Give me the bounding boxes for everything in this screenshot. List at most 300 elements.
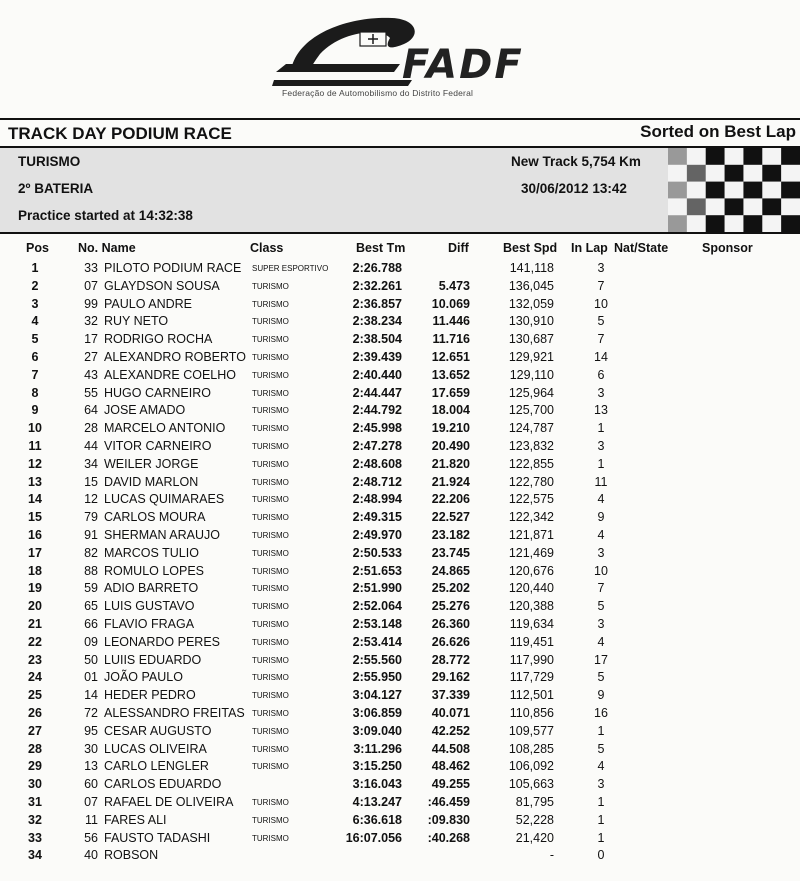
table-row (0, 812, 800, 830)
col-nat-state: Nat/State (614, 241, 669, 255)
table-row (0, 349, 800, 367)
diff-cell: 42.252 (431, 723, 470, 738)
best-speed-cell: 129,110 (509, 367, 554, 382)
table-row (0, 652, 800, 670)
driver-name-cell: ALEXANDRO ROBERTO (104, 349, 246, 364)
car-number-cell: 99 (84, 296, 98, 311)
pos-cell: 8 (31, 385, 39, 400)
car-number-cell: 91 (84, 527, 98, 542)
class-cell: TURISMO (252, 584, 289, 594)
car-number-cell: 88 (84, 563, 98, 578)
diff-cell: 37.339 (431, 688, 470, 703)
class-cell: TURISMO (252, 655, 289, 665)
class-cell: TURISMO (252, 566, 289, 576)
driver-name-cell: RAFAEL DE OLIVEIRA (104, 794, 234, 809)
class-cell: TURISMO (252, 762, 289, 772)
best-time-cell: 2:26.788 (352, 261, 402, 275)
in-lap-cell: 7 (597, 581, 605, 596)
best-speed-cell: 52,228 (515, 812, 554, 827)
class-cell: TURISMO (252, 317, 289, 327)
car-number-cell: 33 (84, 261, 98, 275)
table-row (0, 260, 800, 278)
diff-cell: :46.459 (427, 794, 470, 809)
class-cell: TURISMO (252, 797, 289, 807)
in-lap-cell: 1 (597, 723, 605, 738)
best-time-cell: 2:50.533 (352, 545, 402, 560)
table-row (0, 527, 800, 545)
best-time-cell: 2:51.653 (352, 563, 402, 578)
pos-cell: 28 (28, 741, 42, 756)
table-row (0, 830, 800, 848)
pos-cell: 21 (28, 616, 42, 631)
table-row (0, 278, 800, 296)
table-row (0, 563, 800, 581)
table-row (0, 723, 800, 741)
class-cell: TURISMO (252, 602, 289, 612)
diff-cell: 26.360 (431, 616, 470, 631)
best-time-cell: 2:51.990 (352, 581, 402, 596)
best-time-cell: 2:53.148 (352, 616, 402, 631)
car-number-cell: 13 (84, 759, 98, 774)
diff-cell: 25.202 (431, 581, 470, 596)
best-speed-cell: 105,663 (508, 777, 554, 792)
diff-cell: 25.276 (431, 599, 470, 614)
pos-cell: 24 (28, 670, 42, 685)
table-row (0, 634, 800, 652)
best-speed-cell: 119,634 (509, 616, 554, 631)
driver-name-cell: VITOR CARNEIRO (104, 438, 212, 453)
driver-name-cell: DAVID MARLON (104, 474, 199, 489)
pos-cell: 27 (28, 723, 42, 738)
pos-cell: 14 (28, 492, 42, 507)
in-lap-cell: 3 (597, 385, 605, 400)
driver-name-cell: CARLO LENGLER (104, 759, 209, 774)
in-lap-cell: 4 (597, 492, 605, 507)
table-row (0, 509, 800, 527)
pos-cell: 3 (31, 296, 39, 311)
driver-name-cell: RODRIGO ROCHA (104, 332, 213, 347)
diff-cell: :09.830 (427, 812, 470, 827)
checkered-flag (668, 148, 800, 232)
car-number-cell: 66 (84, 616, 98, 631)
best-speed-cell: 120,676 (508, 563, 554, 578)
driver-name-cell: WEILER JORGE (104, 456, 199, 471)
class-cell: TURISMO (252, 708, 289, 718)
car-number-cell: 79 (84, 510, 98, 525)
in-lap-cell: 7 (597, 332, 605, 347)
car-number-cell: 55 (84, 385, 98, 400)
pos-cell: 13 (28, 474, 42, 489)
top-rule (0, 118, 800, 120)
driver-name-cell: CESAR AUGUSTO (104, 723, 212, 738)
diff-cell: 48.462 (431, 759, 470, 774)
driver-name-cell: CARLOS MOURA (104, 510, 206, 525)
in-lap-cell: 10 (594, 563, 608, 578)
table-row (0, 385, 800, 403)
best-time-cell: 2:38.504 (352, 332, 402, 347)
best-speed-cell: 129,921 (508, 349, 554, 364)
best-time-cell: 2:48.608 (352, 456, 402, 471)
best-speed-cell: 122,780 (508, 474, 554, 489)
pos-cell: 34 (28, 848, 42, 863)
driver-name-cell: FARES ALI (104, 812, 167, 827)
pos-cell: 18 (28, 563, 42, 578)
table-row (0, 474, 800, 492)
best-time-cell: 2:32.261 (352, 278, 402, 293)
pos-cell: 20 (28, 599, 42, 614)
class-cell: TURISMO (252, 352, 289, 362)
table-row (0, 331, 800, 349)
pos-cell: 16 (28, 527, 42, 542)
best-speed-cell: 112,501 (509, 688, 554, 703)
class-cell: TURISMO (252, 477, 289, 487)
best-time-cell: 2:38.234 (352, 314, 402, 329)
diff-cell: 23.182 (431, 527, 470, 542)
best-speed-cell: 120,440 (508, 581, 554, 596)
pos-cell: 29 (28, 759, 42, 774)
best-speed-cell: 122,575 (508, 492, 554, 507)
table-row (0, 758, 800, 776)
car-number-cell: 50 (84, 652, 98, 667)
practice-start-label: Practice started at 14:32:38 (18, 208, 193, 223)
diff-cell: 12.651 (431, 349, 470, 364)
in-lap-cell: 1 (597, 421, 605, 436)
in-lap-cell: 11 (594, 474, 608, 489)
driver-name-cell: PILOTO PODIUM RACE (104, 261, 242, 275)
car-number-cell: 28 (84, 421, 98, 436)
diff-cell: 26.626 (431, 634, 470, 649)
diff-cell: 49.255 (431, 777, 470, 792)
driver-name-cell: MARCOS TULIO (104, 545, 199, 560)
car-number-cell: 11 (85, 812, 98, 827)
class-cell: TURISMO (252, 495, 289, 505)
diff-cell: 28.772 (431, 652, 470, 667)
class-cell: TURISMO (252, 370, 289, 380)
car-number-cell: 34 (84, 456, 98, 471)
class-cell: TURISMO (252, 744, 289, 754)
diff-cell: :40.268 (427, 830, 470, 845)
col-in-lap: In Lap (571, 241, 608, 255)
pos-cell: 9 (31, 403, 39, 418)
driver-name-cell: ADIO BARRETO (104, 581, 199, 596)
best-time-cell: 2:39.439 (352, 349, 402, 364)
col-no-name: No. Name (78, 241, 136, 255)
class-cell: TURISMO (252, 281, 289, 291)
best-speed-cell: 124,787 (508, 421, 554, 436)
best-speed-cell: 110,856 (509, 705, 554, 720)
driver-name-cell: ALEXANDRE COELHO (104, 367, 236, 382)
best-speed-cell: 21,420 (515, 830, 554, 845)
pos-cell: 22 (28, 634, 42, 649)
driver-name-cell: JOSE AMADO (104, 403, 186, 418)
in-lap-cell: 1 (597, 812, 605, 827)
pos-cell: 23 (28, 652, 42, 667)
class-cell: TURISMO (252, 726, 289, 736)
results-table (0, 260, 800, 865)
in-lap-cell: 5 (597, 741, 605, 756)
in-lap-cell: 3 (597, 777, 605, 792)
col-best-tm: Best Tm (356, 241, 406, 255)
car-number-cell: 15 (84, 474, 98, 489)
driver-name-cell: ROBSON (104, 848, 159, 863)
logo-subtitle: Federação de Automobilismo do Distrito Federal (282, 88, 474, 98)
pos-cell: 32 (28, 812, 42, 827)
best-time-cell: 2:49.315 (352, 510, 402, 525)
best-speed-cell: 108,285 (508, 741, 554, 756)
diff-cell: 22.206 (431, 492, 470, 507)
driver-name-cell: JOÃO PAULO (104, 670, 183, 685)
best-time-cell: 3:04.127 (352, 688, 402, 703)
best-speed-cell: 130,910 (508, 314, 554, 329)
table-row (0, 313, 800, 331)
best-speed-cell: 125,964 (508, 385, 554, 400)
best-speed-cell: 81,795 (515, 794, 554, 809)
table-row (0, 420, 800, 438)
col-pos: Pos (26, 241, 49, 255)
best-time-cell: 2:52.064 (352, 599, 402, 614)
class-cell: TURISMO (252, 388, 289, 398)
in-lap-cell: 3 (597, 438, 605, 453)
diff-cell: 10.069 (431, 296, 470, 311)
pos-cell: 12 (28, 456, 42, 471)
table-row (0, 580, 800, 598)
best-time-cell: 3:16.043 (352, 777, 402, 792)
diff-cell: 22.527 (431, 510, 470, 525)
car-number-cell: 01 (84, 670, 98, 685)
diff-cell: 19.210 (431, 421, 470, 436)
pos-cell: 1 (31, 261, 39, 275)
table-row (0, 367, 800, 385)
table-row (0, 687, 800, 705)
pos-cell: 26 (28, 705, 42, 720)
diff-cell: 18.004 (431, 403, 470, 418)
car-number-cell: 32 (84, 314, 98, 329)
date-label: 30/06/2012 13:42 (521, 181, 627, 196)
driver-name-cell: LUIS GUSTAVO (104, 599, 195, 614)
diff-cell: 24.865 (431, 563, 470, 578)
best-time-cell: 3:11.296 (353, 741, 402, 756)
driver-name-cell: ROMULO LOPES (104, 563, 205, 578)
in-lap-cell: 5 (597, 670, 605, 685)
best-speed-cell: - (549, 848, 554, 863)
band-bottom-rule (0, 232, 800, 234)
car-number-cell: 60 (84, 777, 98, 792)
diff-cell: 11.446 (432, 314, 470, 329)
driver-name-cell: GLAYDSON SOUSA (104, 278, 220, 293)
car-number-cell: 12 (84, 492, 98, 507)
best-time-cell: 2:47.278 (352, 438, 402, 453)
best-speed-cell: 122,855 (508, 456, 554, 471)
table-row (0, 598, 800, 616)
in-lap-cell: 10 (594, 296, 608, 311)
category-label: TURISMO (18, 154, 81, 169)
table-row (0, 402, 800, 420)
diff-cell: 13.652 (431, 367, 470, 382)
car-number-cell: 17 (84, 332, 98, 347)
pos-cell: 19 (28, 581, 42, 596)
car-number-cell: 72 (84, 705, 98, 720)
best-speed-cell: 121,871 (508, 527, 554, 542)
best-time-cell: 2:55.950 (352, 670, 402, 685)
best-speed-cell: 117,729 (509, 670, 554, 685)
best-time-cell: 4:13.247 (352, 794, 402, 809)
class-cell: TURISMO (252, 424, 289, 434)
track-label: New Track 5,754 Km (511, 154, 641, 169)
best-time-cell: 2:48.712 (352, 474, 402, 489)
in-lap-cell: 13 (594, 403, 608, 418)
pos-cell: 5 (31, 332, 39, 347)
best-time-cell: 2:36.857 (352, 296, 402, 311)
best-speed-cell: 120,388 (508, 599, 554, 614)
pos-cell: 17 (28, 545, 42, 560)
col-sponsor: Sponsor (702, 241, 753, 255)
in-lap-cell: 1 (597, 794, 605, 809)
best-speed-cell: 123,832 (508, 438, 554, 453)
best-speed-cell: 119,451 (509, 634, 554, 649)
driver-name-cell: LUCAS OLIVEIRA (104, 741, 207, 756)
best-time-cell: 2:44.792 (352, 403, 402, 418)
class-cell: TURISMO (252, 459, 289, 469)
pos-cell: 7 (31, 367, 39, 382)
driver-name-cell: CARLOS EDUARDO (104, 777, 222, 792)
class-cell: TURISMO (252, 299, 289, 309)
sort-label: Sorted on Best Lap (640, 122, 796, 141)
diff-cell: 5.473 (438, 278, 470, 293)
in-lap-cell: 9 (597, 510, 605, 525)
driver-name-cell: FLAVIO FRAGA (104, 616, 195, 631)
logo-text: FADF (402, 42, 524, 88)
best-time-cell: 2:40.440 (352, 367, 402, 382)
table-row (0, 669, 800, 687)
car-number-cell: 27 (84, 349, 98, 364)
driver-name-cell: SHERMAN ARAUJO (104, 527, 220, 542)
car-number-cell: 07 (84, 278, 98, 293)
table-row (0, 705, 800, 723)
col-best-spd: Best Spd (503, 241, 558, 255)
table-row (0, 456, 800, 474)
table-row (0, 616, 800, 634)
best-speed-cell: 141,118 (509, 261, 554, 275)
best-speed-cell: 106,092 (508, 759, 554, 774)
class-cell: TURISMO (252, 335, 289, 345)
table-row (0, 776, 800, 794)
driver-name-cell: HEDER PEDRO (104, 688, 196, 703)
best-speed-cell: 136,045 (508, 278, 554, 293)
in-lap-cell: 14 (594, 349, 608, 364)
pos-cell: 15 (28, 510, 42, 525)
pos-cell: 25 (28, 688, 42, 703)
class-cell: TURISMO (252, 406, 289, 416)
in-lap-cell: 3 (597, 261, 605, 275)
session-label: 2º BATERIA (18, 181, 94, 196)
in-lap-cell: 5 (597, 314, 605, 329)
in-lap-cell: 5 (597, 599, 605, 614)
in-lap-cell: 9 (597, 688, 605, 703)
best-speed-cell: 121,469 (508, 545, 554, 560)
class-cell: TURISMO (252, 637, 289, 647)
car-number-cell: 56 (84, 830, 98, 845)
diff-cell: 11.716 (432, 332, 470, 347)
car-number-cell: 07 (84, 794, 98, 809)
best-time-cell: 2:49.970 (352, 527, 402, 542)
car-number-cell: 14 (84, 688, 98, 703)
diff-cell: 17.659 (431, 385, 470, 400)
car-number-cell: 43 (84, 367, 98, 382)
class-cell: TURISMO (252, 441, 289, 451)
col-class: Class (250, 241, 284, 255)
car-number-cell: 40 (84, 848, 98, 863)
best-time-cell: 2:48.994 (352, 492, 402, 507)
in-lap-cell: 4 (597, 634, 605, 649)
driver-name-cell: MARCELO ANTONIO (104, 421, 226, 436)
in-lap-cell: 17 (594, 652, 608, 667)
best-speed-cell: 122,342 (508, 510, 554, 525)
driver-name-cell: HUGO CARNEIRO (104, 385, 211, 400)
car-number-cell: 82 (84, 545, 98, 560)
best-speed-cell: 117,990 (509, 652, 554, 667)
diff-cell: 21.820 (431, 456, 470, 471)
best-time-cell: 3:15.250 (352, 759, 402, 774)
best-time-cell: 2:53.414 (352, 634, 402, 649)
page-title: TRACK DAY PODIUM RACE (8, 124, 232, 143)
diff-cell: 44.508 (431, 741, 470, 756)
class-cell: TURISMO (252, 513, 289, 523)
pos-cell: 33 (28, 830, 42, 845)
class-cell: TURISMO (252, 673, 289, 683)
car-number-cell: 44 (84, 438, 98, 453)
driver-name-cell: PAULO ANDRE (104, 296, 192, 311)
diff-cell: 23.745 (431, 545, 470, 560)
driver-name-cell: LUIIS EDUARDO (104, 652, 202, 667)
driver-name-cell: LUCAS QUIMARAES (104, 492, 225, 507)
col-diff: Diff (448, 241, 469, 255)
driver-name-cell: ALESSANDRO FREITAS (104, 705, 245, 720)
class-cell: TURISMO (252, 833, 289, 843)
car-number-cell: 64 (84, 403, 98, 418)
car-number-cell: 95 (84, 723, 98, 738)
pos-cell: 11 (28, 438, 42, 453)
best-time-cell: 3:06.859 (352, 705, 402, 720)
diff-cell: 40.071 (431, 705, 470, 720)
class-cell: TURISMO (252, 530, 289, 540)
table-row (0, 545, 800, 563)
car-number-cell: 09 (84, 634, 98, 649)
pos-cell: 2 (31, 278, 39, 293)
best-speed-cell: 132,059 (508, 296, 554, 311)
in-lap-cell: 16 (594, 705, 608, 720)
class-cell: SUPER ESPORTIVO (252, 264, 329, 273)
pos-cell: 30 (28, 777, 42, 792)
car-number-cell: 65 (84, 599, 98, 614)
in-lap-cell: 7 (597, 278, 605, 293)
best-time-cell: 3:09.040 (352, 723, 402, 738)
pos-cell: 4 (31, 314, 39, 329)
diff-cell: 29.162 (431, 670, 470, 685)
best-time-cell: 2:55.560 (352, 652, 402, 667)
in-lap-cell: 6 (597, 367, 605, 382)
driver-name-cell: LEONARDO PERES (104, 634, 221, 649)
class-cell: TURISMO (252, 619, 289, 629)
diff-cell: 20.490 (431, 438, 470, 453)
class-cell: TURISMO (252, 815, 289, 825)
pos-cell: 10 (28, 421, 42, 436)
in-lap-cell: 4 (597, 759, 605, 774)
driver-name-cell: FAUSTO TADASHI (104, 830, 211, 845)
best-speed-cell: 109,577 (508, 723, 554, 738)
best-time-cell: 6:36.618 (352, 812, 402, 827)
pos-cell: 6 (31, 349, 39, 364)
in-lap-cell: 3 (597, 545, 605, 560)
